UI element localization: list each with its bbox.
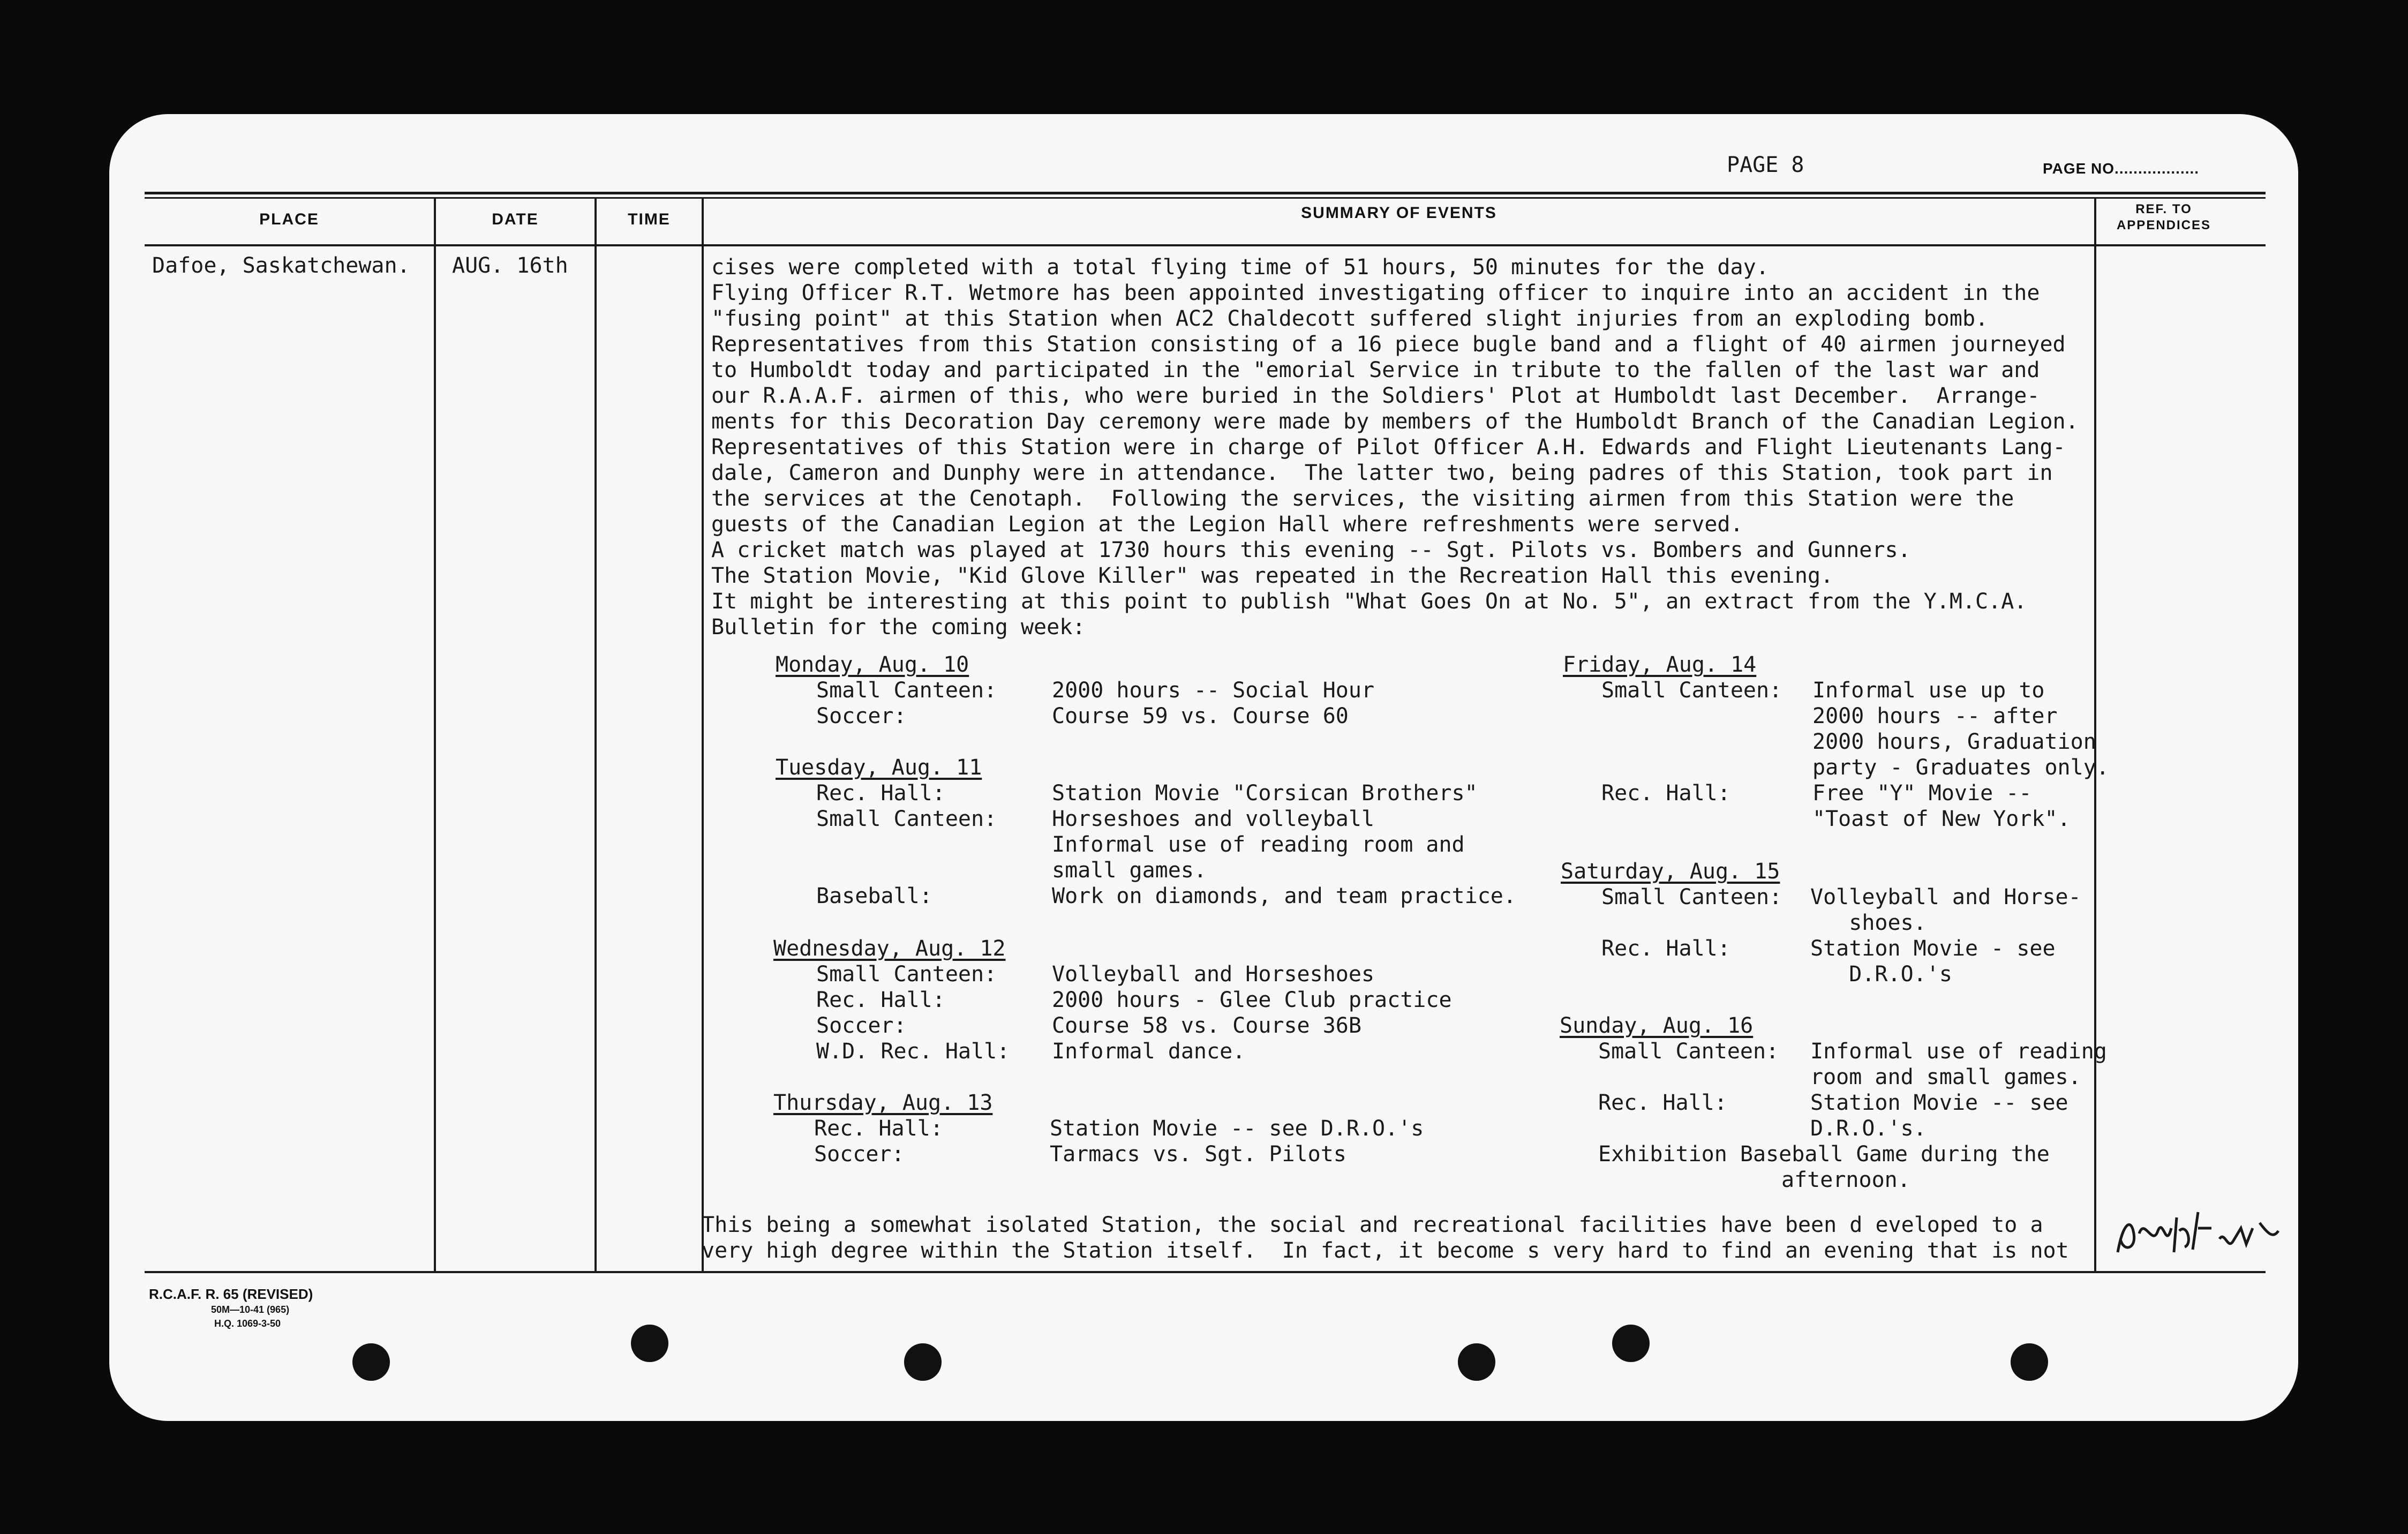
- schedule-activity-value: 2000 hours -- after: [1812, 704, 2058, 728]
- schedule-note: Exhibition Baseball Game during the: [1598, 1142, 2050, 1167]
- schedule-activity-label: Soccer:: [814, 1142, 905, 1167]
- binder-hole: [352, 1343, 390, 1381]
- schedule-activity-value: Station Movie -- see D.R.O.'s: [1050, 1116, 1424, 1141]
- binder-hole: [2011, 1343, 2048, 1381]
- binder-hole: [1612, 1325, 1650, 1362]
- schedule-activity-label: Baseball:: [816, 884, 932, 908]
- closing-line: very high degree within the Station itself. In fact, it become s very hard to find an evening that is not: [702, 1238, 2069, 1263]
- schedule-activity-value: Informal use of reading room and: [1052, 832, 1465, 857]
- schedule-activity-value: small games.: [1052, 858, 1207, 883]
- schedule-activity-label: Rec. Hall:: [1598, 1091, 1727, 1115]
- summary-line: Representatives of this Station were in charge of Pilot Officer A.H. Edwards and Flight Lieutenants Lang-: [711, 435, 2066, 460]
- schedule-day-heading: Wednesday, Aug. 12: [773, 936, 1006, 961]
- summary-line: Flying Officer R.T. Wetmore has been appointed investigating officer to inquire into an accident in the: [711, 281, 2040, 305]
- header-time: TIME: [628, 210, 671, 228]
- schedule-activity-value: Volleyball and Horse-: [1810, 885, 2081, 909]
- column-divider-place: [434, 197, 436, 1271]
- schedule-note: afternoon.: [1781, 1168, 1910, 1192]
- schedule-activity-label: Rec. Hall:: [1601, 781, 1730, 806]
- top-rule-thin: [145, 197, 2266, 199]
- header-rule: [145, 244, 2266, 246]
- schedule-activity-value: "Toast of New York".: [1812, 807, 2071, 831]
- schedule-day-heading: Friday, Aug. 14: [1563, 652, 1757, 677]
- schedule-activity-label: Soccer:: [816, 704, 907, 728]
- summary-line: "fusing point" at this Station when AC2 Chaldecott suffered slight injuries from an exploding bomb.: [711, 306, 1989, 331]
- column-divider-time: [702, 197, 704, 1271]
- schedule-activity-value: party - Graduates only.: [1812, 755, 2109, 780]
- schedule-day-heading: Monday, Aug. 10: [776, 652, 969, 677]
- schedule-activity-value: Course 59 vs. Course 60: [1052, 704, 1349, 728]
- schedule-activity-value: room and small games.: [1810, 1065, 2081, 1089]
- schedule-activity-value: 2000 hours - Glee Club practice: [1052, 988, 1452, 1012]
- summary-line: the services at the Cenotaph. Following the services, the visiting airmen from this Station were the: [711, 486, 2014, 511]
- schedule-activity-value: Informal use of reading: [1810, 1039, 2107, 1064]
- schedule-day-heading: Saturday, Aug. 15: [1561, 859, 1780, 884]
- schedule-activity-label: Small Canteen:: [816, 962, 997, 987]
- schedule-activity-value: Volleyball and Horseshoes: [1052, 962, 1375, 987]
- schedule-activity-value: Course 58 vs. Course 36B: [1052, 1013, 1361, 1038]
- page-number: PAGE 8: [1727, 153, 1804, 177]
- summary-line: to Humboldt today and participated in the "emorial Service in tribute to the fallen of the last war and: [711, 358, 2040, 382]
- schedule-activity-label: Rec. Hall:: [814, 1116, 943, 1141]
- schedule-activity-value: Informal use up to: [1812, 678, 2045, 703]
- entry-date: AUG. 16th: [452, 253, 568, 278]
- schedule-activity-label: Rec. Hall:: [816, 988, 945, 1012]
- schedule-activity-label: Small Canteen:: [1598, 1039, 1779, 1064]
- summary-line: ments for this Decoration Day ceremony were made by members of the Humboldt Branch of the Canadian Legion.: [711, 409, 2079, 434]
- summary-line: It might be interesting at this point to publish "What Goes On at No. 5", an extract from the Y.M.C.A.: [711, 589, 2027, 614]
- schedule-activity-value: Station Movie "Corsican Brothers": [1052, 781, 1478, 806]
- entry-place: Dafoe, Saskatchewan.: [152, 253, 410, 278]
- summary-line: our R.A.A.F. airmen of this, who were buried in the Soldiers' Plot at Humboldt last December. Arrange-: [711, 384, 2040, 408]
- bottom-rule: [145, 1271, 2266, 1273]
- schedule-activity-label: Small Canteen:: [816, 807, 997, 831]
- schedule-activity-value: 2000 hours, Graduation: [1812, 730, 2096, 754]
- page-no-label: PAGE NO..................: [2043, 160, 2200, 177]
- form-code: R.C.A.F. R. 65 (REVISED): [149, 1286, 313, 1302]
- closing-line: This being a somewhat isolated Station, the social and recreational facilities have been d eveloped to a: [702, 1213, 2043, 1237]
- header-summary: SUMMARY OF EVENTS: [1301, 204, 1497, 222]
- header-date: DATE: [492, 210, 539, 228]
- signature: [2112, 1201, 2289, 1266]
- summary-line: The Station Movie, "Kid Glove Killer" was repeated in the Recreation Hall this evening.: [711, 563, 1834, 588]
- schedule-activity-value: Horseshoes and volleyball: [1052, 807, 1375, 831]
- schedule-day-heading: Tuesday, Aug. 11: [776, 755, 982, 780]
- schedule-activity-label: Small Canteen:: [1601, 885, 1782, 909]
- schedule-activity-value: Free "Y" Movie --: [1812, 781, 2032, 806]
- schedule-activity-value: Station Movie -- see: [1810, 1091, 2068, 1115]
- header-ref-appendices: REF. TO APPENDICES: [2116, 202, 2211, 232]
- schedule-day-heading: Thursday, Aug. 13: [773, 1091, 993, 1115]
- schedule-activity-label: W.D. Rec. Hall:: [816, 1039, 1010, 1064]
- schedule-activity-value: shoes.: [1810, 911, 1927, 935]
- summary-line: cises were completed with a total flying time of 51 hours, 50 minutes for the day.: [711, 255, 1769, 280]
- summary-line: dale, Cameron and Dunphy were in attendance. The latter two, being padres of this Station, took part in: [711, 461, 2053, 485]
- svg-text:R.W.B. W/Cdr: R.W.B. W/Cdr: [2219, 1260, 2223, 1261]
- schedule-activity-value: D.R.O.'s.: [1810, 1116, 1927, 1141]
- schedule-activity-value: Work on diamonds, and team practice.: [1052, 884, 1516, 908]
- schedule-activity-value: 2000 hours -- Social Hour: [1052, 678, 1375, 703]
- schedule-activity-label: Soccer:: [816, 1013, 907, 1038]
- form-print-line: H.Q. 1069-3-50: [214, 1318, 281, 1329]
- header-place: PLACE: [259, 210, 319, 228]
- form-print-line: 50M—10-41 (965): [211, 1304, 290, 1315]
- schedule-activity-label: Rec. Hall:: [1601, 936, 1730, 961]
- schedule-activity-value: D.R.O.'s: [1810, 962, 1952, 987]
- logbook-page: [109, 114, 2298, 1421]
- schedule-activity-value: Informal dance.: [1052, 1039, 1246, 1064]
- schedule-activity-value: Station Movie - see: [1810, 936, 2056, 961]
- column-divider-date: [595, 197, 597, 1271]
- schedule-activity-label: Rec. Hall:: [816, 781, 945, 806]
- summary-line: guests of the Canadian Legion at the Legion Hall where refreshments were served.: [711, 512, 1743, 537]
- schedule-activity-value: Tarmacs vs. Sgt. Pilots: [1050, 1142, 1346, 1167]
- binder-hole: [1458, 1343, 1495, 1381]
- top-rule: [145, 192, 2266, 194]
- schedule-activity-label: Small Canteen:: [816, 678, 997, 703]
- binder-hole: [631, 1325, 668, 1362]
- binder-hole: [904, 1343, 942, 1381]
- summary-line: Representatives from this Station consisting of a 16 piece bugle band and a flight of 40 airmen journeyed: [711, 332, 2066, 357]
- schedule-activity-label: Small Canteen:: [1601, 678, 1782, 703]
- schedule-day-heading: Sunday, Aug. 16: [1560, 1013, 1754, 1038]
- summary-line: A cricket match was played at 1730 hours this evening -- Sgt. Pilots vs. Bombers and Gunners.: [711, 538, 1911, 562]
- summary-line: Bulletin for the coming week:: [711, 615, 1086, 640]
